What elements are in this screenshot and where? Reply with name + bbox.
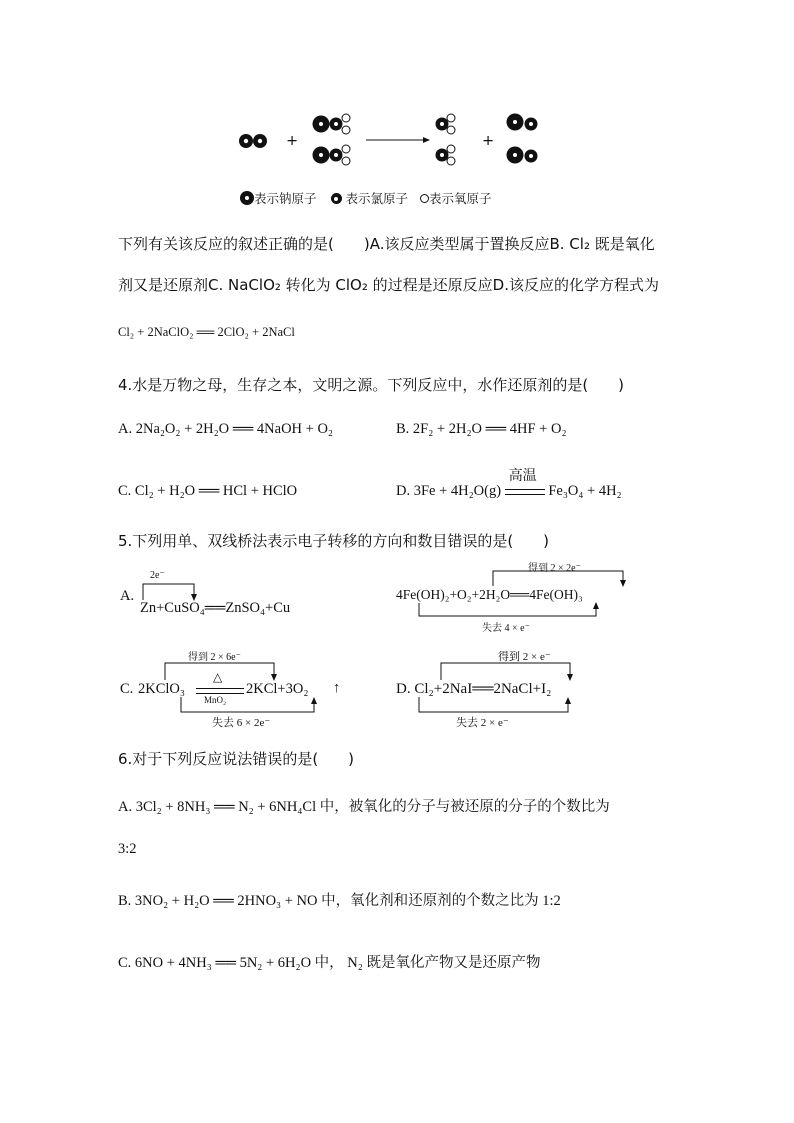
q5-c-catalyst: MnO₂ — [204, 695, 227, 705]
q6-option-b[interactable]: B. 3NO₂ + H₂O ══ 2HNO₃ + NO 中，氧化剂和还原剂的个数之比为 1:2 — [118, 893, 561, 909]
q5-c-left: 2KClO₃ — [138, 681, 185, 697]
q4-option-d[interactable] — [396, 467, 622, 500]
q3-line-2: 剂又是还原剂C. NaClO₂ 转化为 ClO₂ 的过程是还原反应D.该反应的化学方程式为 — [118, 276, 659, 294]
sodium-atom-icon — [240, 191, 254, 205]
q4-option-d-left: D. 3Fe + 4H₂O(g) — [396, 483, 502, 499]
q6-option-a-line1[interactable]: A. 3Cl₂ + 8NH₃ ══ N₂ + 6NH₄Cl 中，被氧化的分子与被还原的分子的个数比为 — [118, 799, 610, 815]
q5-c-loss: 失去 6 × 2e⁻ — [212, 717, 271, 729]
oxygen-atom-icon — [420, 194, 429, 203]
q5-c-heat: △ — [213, 670, 223, 684]
q5-d-gain-arrow — [438, 660, 578, 682]
clo2-molecule-2 — [436, 145, 456, 165]
legend-sodium: 表示钠原子 — [254, 191, 317, 206]
cl2-molecule — [239, 134, 267, 148]
q5-c-gas-arrow: ↑ — [333, 680, 341, 696]
q5-d-eq-text: Cl₂+2NaI══2NaCl+I₂ — [414, 681, 552, 697]
q6-option-a-line2: 3:2 — [118, 841, 137, 857]
q5-a-electrons: 2e⁻ — [150, 570, 165, 581]
diagram-legend — [240, 189, 492, 207]
q4-option-a[interactable]: A. 2Na₂O₂ + 2H₂O ══ 4NaOH + O₂ — [118, 421, 333, 437]
q3-line-1: 下列有关该反应的叙述正确的是( )A.该反应类型属于置换反应B. Cl₂ 既是氧化 — [118, 235, 655, 253]
q5-d-label: D. — [396, 681, 411, 697]
q4-option-d-right: Fe₃O₄ + 4H₂ — [548, 483, 622, 499]
q5-d-loss: 失去 2 × e⁻ — [456, 717, 509, 729]
legend-chlorine: 表示氯原子 — [345, 191, 408, 206]
naclo2-molecule-1 — [313, 114, 351, 134]
q5-b-gain: 得到 2 × 2e⁻ — [528, 563, 581, 574]
q5-b-equation: 4Fe(OH)₂+O₂+2H₂O══4Fe(OH)₃ — [396, 587, 583, 602]
q4-option-c[interactable]: C. Cl₂ + H₂O ══ HCl + HClO — [118, 483, 298, 499]
q5-d-equation — [396, 681, 551, 698]
q5-a-bridge-arrow — [140, 580, 200, 602]
q5-a-label: A. — [120, 588, 135, 604]
clo2-molecule-1 — [436, 114, 456, 134]
q5-c-right: 2KCl+3O₂ — [246, 681, 309, 697]
molecule-reaction-figure — [230, 108, 560, 170]
q5-stem: 5.下列用单、双线桥法表示电子转移的方向和数目错误的是( ) — [118, 532, 550, 550]
q5-c-label: C. — [120, 681, 134, 697]
q5-a-equation: Zn+CuSO₄══ZnSO₄+Cu — [140, 600, 291, 616]
legend-oxygen: 表示氧原子 — [428, 191, 492, 206]
condition-high-temp: 高温 — [508, 467, 537, 484]
q4-stem: 4.水是万物之母，生存之本，文明之源。下列反应中，水作还原剂的是( ) — [118, 376, 625, 394]
q4-option-d-condition — [505, 467, 545, 499]
q6-option-c[interactable]: C. 6NO + 4NH₃ ══ 5N₂ + 6H₂O 中， N₂ 既是氧化产物又是还原产物 — [118, 955, 541, 971]
q5-b-gain-arrow — [490, 568, 630, 588]
plus-sign-1: + — [286, 133, 299, 149]
nacl-molecule-1 — [507, 114, 538, 131]
nacl-molecule-2 — [507, 147, 538, 164]
q5-c-gain: 得到 2 × 6e⁻ — [188, 652, 241, 663]
q5-d-gain: 得到 2 × e⁻ — [498, 651, 551, 663]
chlorine-atom-icon — [331, 193, 342, 204]
plus-sign-2: + — [482, 133, 495, 149]
q5-c-equals — [196, 688, 244, 694]
q4-option-b[interactable]: B. 2F₂ + 2H₂O ══ 4HF + O₂ — [396, 421, 567, 437]
q3-equation: Cl₂ + 2NaClO₂ ══ 2ClO₂ + 2NaCl — [118, 325, 295, 339]
q6-stem: 6.对于下列反应说法错误的是( ) — [118, 750, 355, 768]
naclo2-molecule-2 — [313, 145, 351, 165]
q5-b-loss: 失去 4 × e⁻ — [482, 623, 530, 634]
